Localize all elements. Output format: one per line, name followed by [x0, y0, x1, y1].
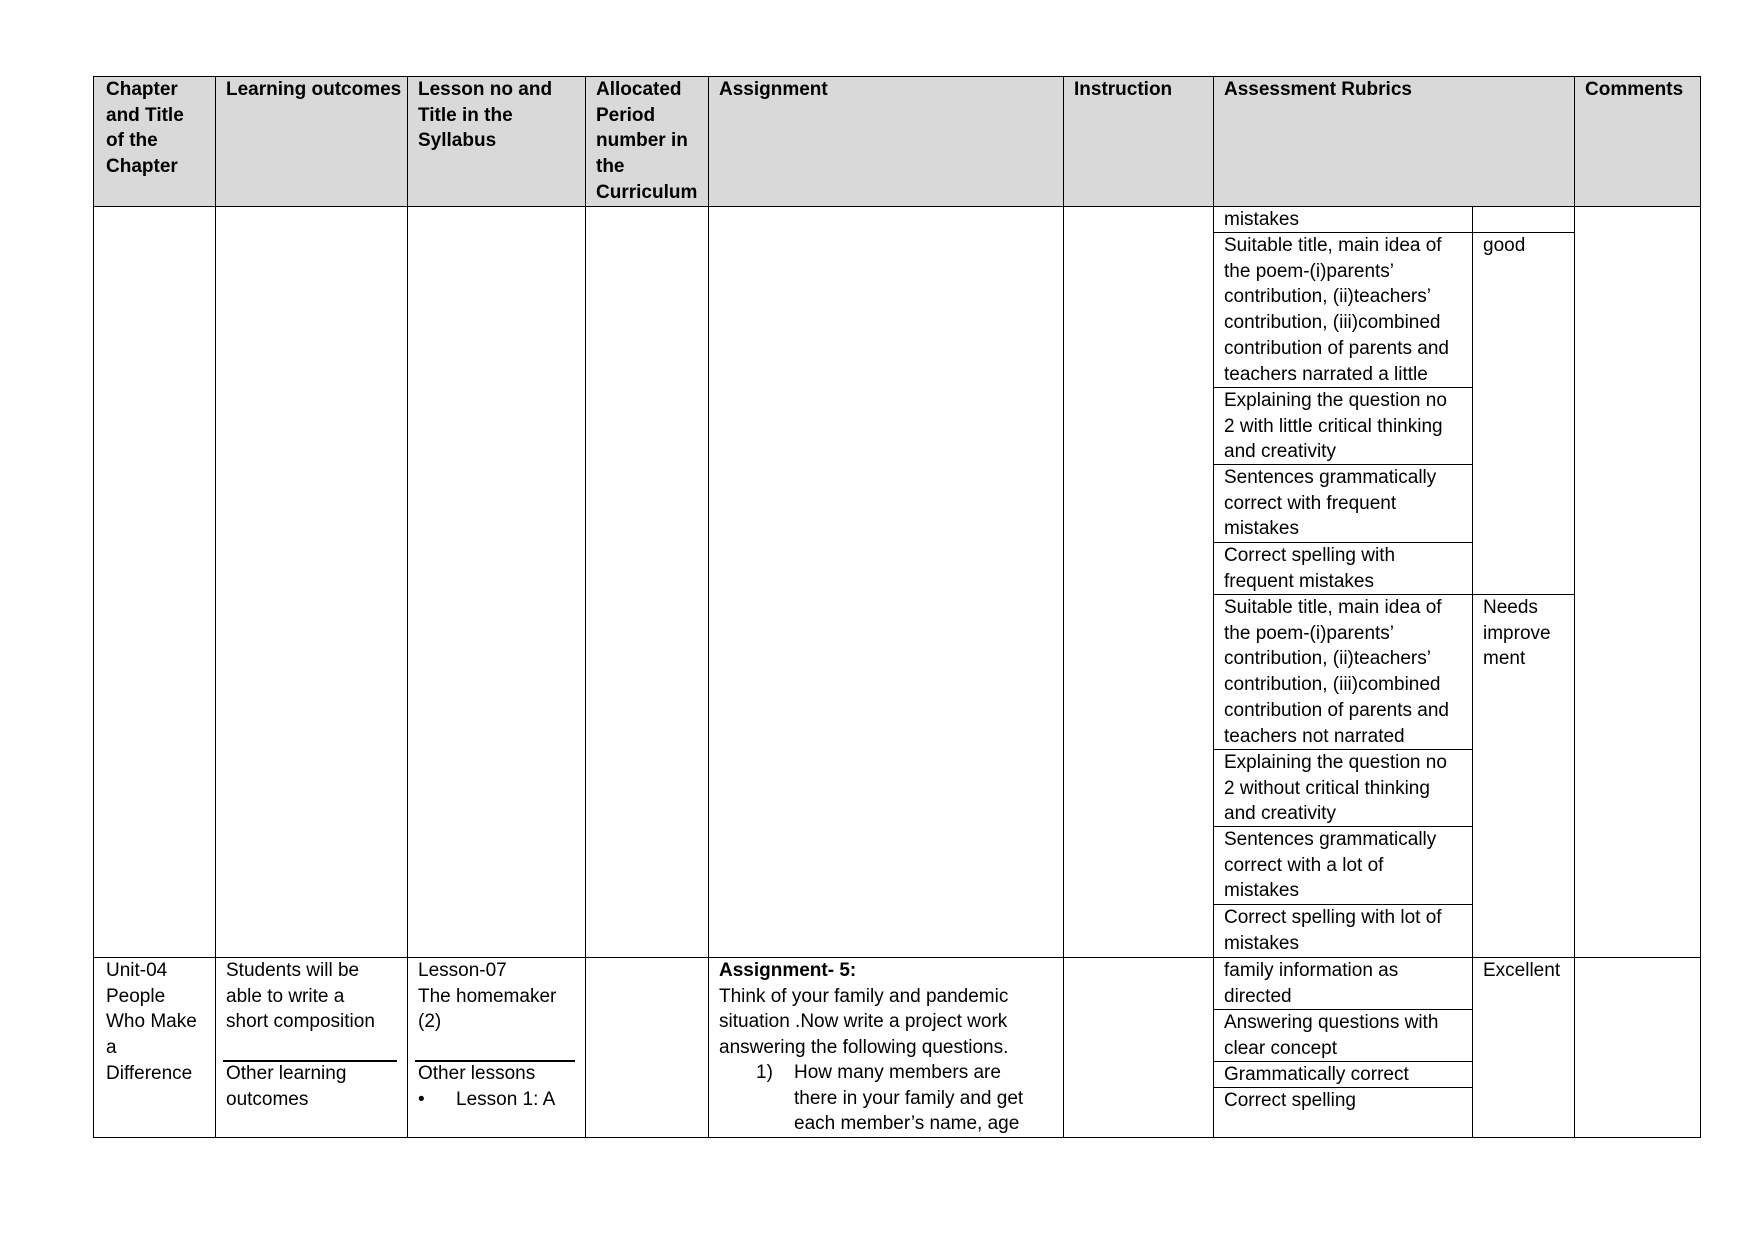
lesson-plan-table: [93, 76, 1701, 1138]
assignment-text: Assignment- 5: Think of your family and pandemic situation .Now write a project work answering the following questions.: [719, 960, 1009, 1059]
grade-good: good: [1483, 235, 1526, 256]
rubric-criterion: Correct spelling with lot of mistakes: [1224, 907, 1442, 954]
grade-needs-improvement: Needs improve ment: [1483, 597, 1551, 670]
lesson-other: Other lessons • Lesson 1: A: [418, 1061, 555, 1112]
lesson-bullet-item: • Lesson 1: A: [418, 1087, 555, 1113]
rubric-criterion: mistakes: [1224, 209, 1299, 230]
rubric-criterion: Explaining the question no 2 without critical thinking and creativity: [1224, 752, 1447, 825]
grade-col-divider: [1472, 206, 1473, 1137]
col-divider: [407, 77, 408, 1137]
col-divider: [585, 77, 586, 1137]
grade-excellent: Excellent: [1483, 960, 1561, 981]
bullet-icon: •: [418, 1088, 425, 1110]
rubric-criterion: Answering questions with clear concept: [1224, 1012, 1439, 1059]
col-divider: [708, 77, 709, 1137]
rubric-criterion: Explaining the question no 2 with little critical thinking and creativity: [1224, 390, 1447, 463]
rubric-criterion: Sentences grammatically correct with frequent mistakes: [1224, 467, 1437, 540]
col-divider: [1063, 77, 1064, 1137]
learning-outcome-other: Other learning outcomes: [226, 1063, 347, 1110]
rubric-criterion: Grammatically correct: [1224, 1064, 1409, 1085]
header-lesson: Lesson no and Title in the Syllabus: [418, 79, 553, 152]
header-divider: [94, 206, 1700, 207]
header-assignment: Assignment: [719, 79, 828, 100]
header-learning-outcomes: Learning outcomes: [226, 79, 402, 100]
header-instruction: Instruction: [1074, 79, 1173, 100]
rubric-criterion: family information as directed: [1224, 960, 1399, 1007]
rubric-criterion: Suitable title, main idea of the poem-(i)parents’ contribution, (ii)teachers’ contribution, (iii)combined contribution of parents and teachers not narrated: [1224, 597, 1449, 747]
header-chapter: Chapter and Title of the Chapter: [106, 79, 184, 178]
col-divider: [215, 77, 216, 1137]
learning-outcome-main: Students will be able to write a short composition: [226, 960, 375, 1033]
col-divider: [1574, 77, 1575, 1137]
header-assessment-rubrics: Assessment Rubrics: [1224, 79, 1412, 100]
col-divider: [1213, 77, 1214, 1137]
unit-chapter: Unit-04 People Who Make a Difference: [106, 960, 197, 1084]
assignment-item-1: 1) How many members are there in your family and get each member’s name, age: [756, 1062, 1024, 1135]
header-allocated-period: Allocated Period number in the Curriculum: [596, 79, 698, 203]
rubric-criterion: Correct spelling: [1224, 1090, 1356, 1111]
rubric-criterion: Sentences grammatically correct with a lot of mistakes: [1224, 829, 1437, 902]
rubric-criterion: Suitable title, main idea of the poem-(i)parents’ contribution, (ii)teachers’ contribution, (iii)combined contribution of parents and teachers narrated a little: [1224, 235, 1449, 385]
header-comments: Comments: [1585, 79, 1684, 100]
rubric-criterion: Correct spelling with frequent mistakes: [1224, 545, 1396, 592]
lesson-main: Lesson-07 The homemaker (2): [418, 960, 557, 1033]
